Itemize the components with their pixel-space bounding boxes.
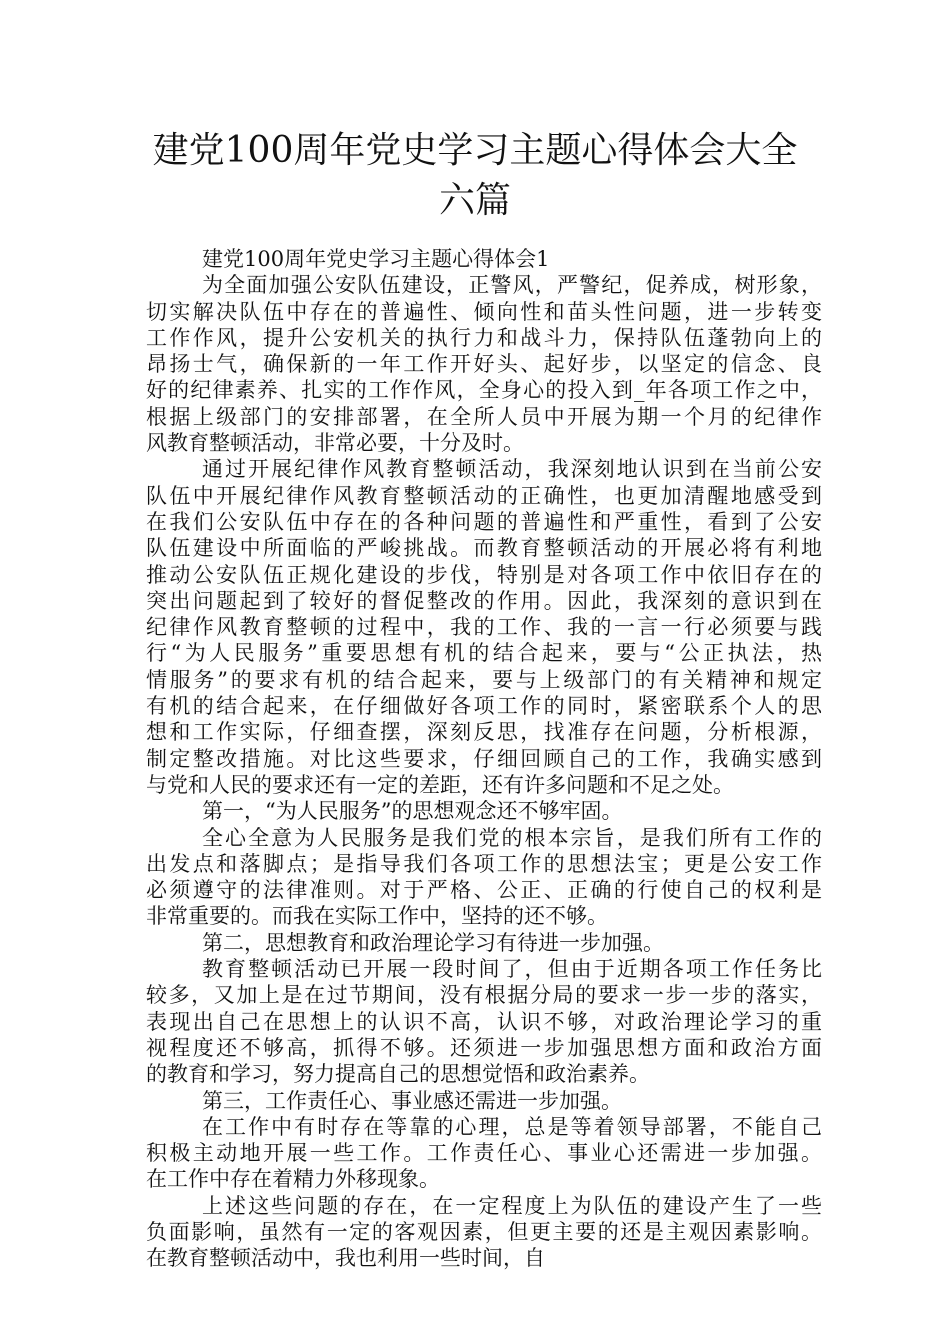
body-text-line: 非常重要的。而我在实际工作中，坚持的还不够。 — [146, 904, 608, 929]
title-line: 建党100周年党史学习主题心得体会大全 — [152, 130, 798, 171]
body-text-line: 工作作风，提升公安机关的执行力和战斗力，保持队伍蓬勃向上的 — [146, 325, 822, 350]
body-text-line: 切实解决队伍中存在的普遍性、倾向性和苗头性问题，进一步转变 — [146, 299, 822, 324]
body-text-line: 全心全意为人民服务是我们党的根本宗旨，是我们所有工作的 — [202, 825, 822, 850]
body-text-line: 为全面加强公安队伍建设，正警风，严警纪，促养成，树形象， — [202, 273, 822, 298]
body-text-line: 纪律作风教育整顿的过程中，我的工作、我的一言一行必须要与践 — [146, 615, 822, 640]
body-text-line: 根据上级部门的安排部署，在全所人员中开展为期一个月的纪律作 — [146, 404, 822, 429]
body-text-line: 第三，工作责任心、事业感还需进一步加强。 — [202, 1088, 622, 1113]
body-text-line: 与党和人民的要求还有一定的差距，还有许多问题和不足之处。 — [146, 772, 734, 797]
body-text-line: 有机的结合起来，在仔细做好各项工作的同时，紧密联系个人的思 — [146, 694, 822, 719]
body-text-line: 风教育整顿活动，非常必要，十分及时。 — [146, 431, 524, 456]
document-body — [146, 246, 822, 1272]
body-text-line: 视程度还不够高，抓得不够。还须进一步加强思想方面和政治方面 — [146, 1035, 822, 1060]
body-text-line: 队伍建设中所面临的严峻挑战。而教育整顿活动的开展必将有利地 — [146, 536, 822, 561]
body-text-line: 在工作中存在着精力外移现象。 — [146, 1167, 440, 1192]
body-text-line: 的教育和学习，努力提高自己的思想觉悟和政治素养。 — [146, 1062, 650, 1087]
body-text-line: 制定整改措施。对比这些要求，仔细回顾自己的工作，我确实感到 — [146, 746, 822, 771]
body-text-line: 队伍中开展纪律作风教育整顿活动的正确性，也更加清醒地感受到 — [146, 483, 822, 508]
body-text-line: 教育整顿活动已开展一段时间了，但由于近期各项工作任务比 — [202, 957, 822, 982]
body-text-line: 积极主动地开展一些工作。工作责任心、事业心还需进一步加强。 — [146, 1141, 822, 1166]
body-text-line: 负面影响，虽然有一定的客观因素，但更主要的还是主观因素影响。 — [146, 1219, 822, 1244]
body-text-line: 在教育整顿活动中，我也利用一些时间，自 — [146, 1246, 545, 1271]
document-title — [120, 126, 830, 226]
body-text-line: 必须遵守的法律准则。对于严格、公正、正确的行使自己的权利是 — [146, 878, 822, 903]
title-line: 六篇 — [438, 180, 511, 221]
body-text-line: 推动公安队伍正规化建设的步伐，特别是对各项工作中依旧存在的 — [146, 562, 822, 587]
body-text-line: 较多，又加上是在过节期间，没有根据分局的要求一步一步的落实， — [146, 983, 822, 1008]
body-text-line: 上述这些问题的存在，在一定程度上为队伍的建设产生了一些 — [202, 1193, 822, 1218]
body-text-line: 出发点和落脚点；是指导我们各项工作的思想法宝；更是公安工作 — [146, 851, 822, 876]
body-text-line: 昂扬士气，确保新的一年工作开好头、起好步，以坚定的信念、良 — [146, 352, 822, 377]
body-text-line: 好的纪律素养、扎实的工作作风，全身心的投入到_年各项工作之中， — [146, 378, 822, 403]
body-text-line: 建党100周年党史学习主题心得体会1 — [202, 247, 550, 271]
body-text-line: 行“为人民服务”重要思想有机的结合起来，要与“公正执法，热 — [146, 641, 822, 666]
body-text-line: 在工作中有时存在等靠的心理，总是等着领导部署，不能自己 — [202, 1114, 822, 1139]
body-text-line: 表现出自己在思想上的认识不高，认识不够，对政治理论学习的重 — [146, 1009, 822, 1034]
body-text-line: 在我们公安队伍中存在的各种问题的普遍性和严重性，看到了公安 — [146, 509, 822, 534]
body-text-line: 想和工作实际，仔细查摆，深刻反思，找准存在问题，分析根源， — [146, 720, 822, 745]
body-text-line: 第一，“为人民服务”的思想观念还不够牢固。 — [202, 799, 623, 824]
body-text-line: 第二，思想教育和政治理论学习有待进一步加强。 — [202, 930, 664, 955]
body-text-line: 突出问题起到了较好的督促整改的作用。因此，我深刻的意识到在 — [146, 588, 822, 613]
body-text-line: 通过开展纪律作风教育整顿活动，我深刻地认识到在当前公安 — [202, 457, 822, 482]
body-text-line: 情服务”的要求有机的结合起来，要与上级部门的有关精神和规定 — [146, 667, 822, 692]
